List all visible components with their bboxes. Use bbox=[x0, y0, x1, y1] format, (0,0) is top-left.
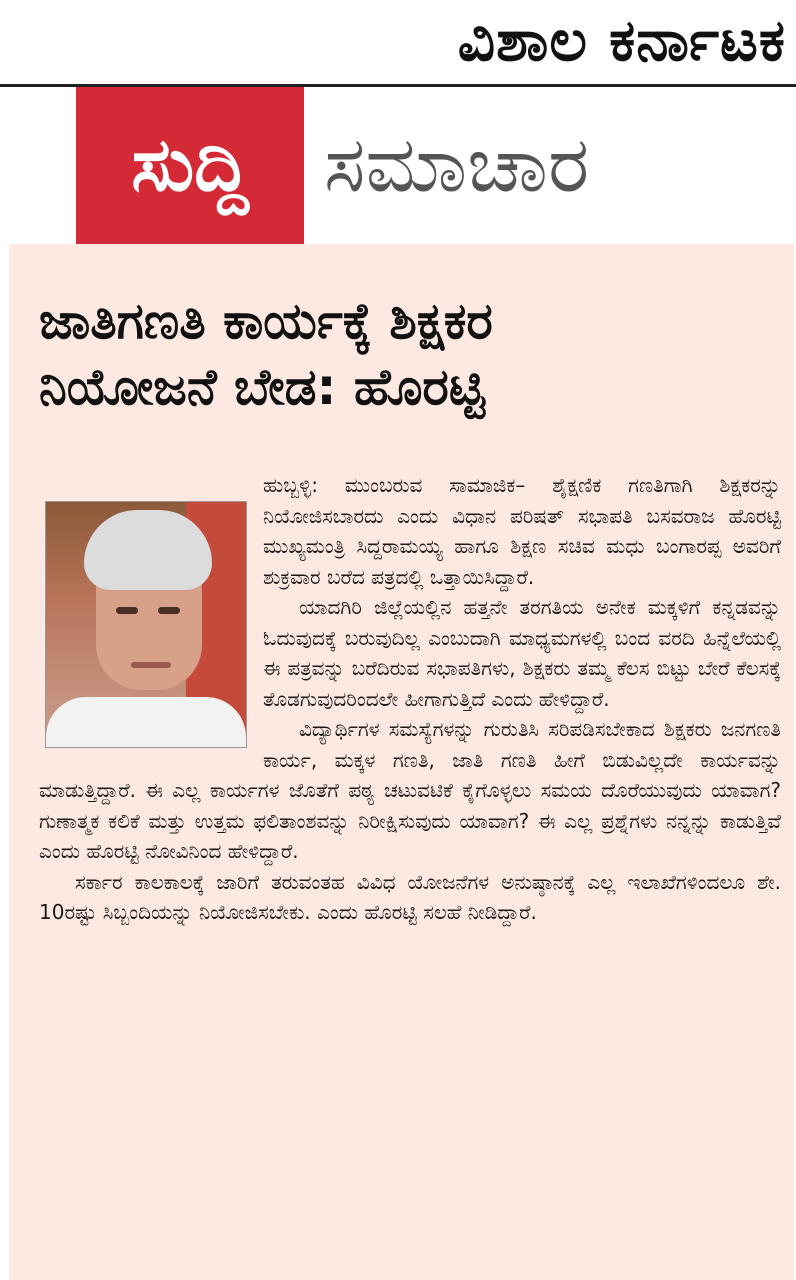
paragraph-3: ವಿದ್ಯಾರ್ಥಿಗಳ ಸಮಸ್ಯೆಗಳನ್ನು ಗುರುತಿಸಿ ಸರಿಪಡಿಸಬೇಕಾದ ಶಿಕ್ಷಕರು ಜನಗಣತಿ ಕಾರ್ಯ, ಮಕ್ಕಳ ಗಣತಿ, ಜಾತಿ ಗಣತಿ ಹೀಗೆ ಬಿಡುವಿಲ್ಲದೇ ಕಾರ್ಯವನ್ನು ಮಾಡುತ್ತಿದ್ದಾರೆ. ಈ ಎಲ್ಲ ಕಾರ್ಯಗಳ ಜೊತೆಗೆ ಪಠ್ಯ ಚಟುವಟಿಕೆ ಕೈಗೊಳ್ಳಲು ಸಮಯ ದೊರೆಯುವುದು ಯಾವಾಗ? ಗುಣಾತ್ಮಕ ಕಲಿಕೆ ಮತ್ತು ಉತ್ತಮ ಫಲಿತಾಂಶವನ್ನು ನಿರೀಕ್ಷಿಸುವುದು ಯಾವಾಗ? ಈ ಎಲ್ಲ ಪ್ರಶ್ನೆಗಳು ನನ್ನನ್ನು ಕಾಡುತ್ತಿವೆ ಎಂದು ಹೊರಟ್ಟಿ ನೋವಿನಿಂದ ಹೇಳಿದ್ದಾರೆ. bbox=[39, 717, 781, 863]
section-label-red: ಸುದ್ದಿ bbox=[76, 87, 304, 244]
headline-line-1: ಜಾತಿಗಣತಿ ಕಾರ್ಯಕ್ಕೆ ಶಿಕ್ಷಕರ bbox=[39, 292, 493, 350]
article-headline bbox=[39, 288, 779, 420]
paragraph-2: ಯಾದಗಿರಿ ಜಿಲ್ಲೆಯಲ್ಲಿನ ಹತ್ತನೇ ತರಗತಿಯ ಅನೇಕ ಮಕ್ಕಳಿಗೆ ಕನ್ನಡವನ್ನು ಓದುವುದಕ್ಕೆ ಬರುವುದಿಲ್ಲ ಎಂಬುದಾಗಿ ಮಾಧ್ಯಮಗಳಲ್ಲಿ ಬಂದ ವರದಿ ಹಿನ್ನೆಲೆಯಲ್ಲಿ ಈ ಪತ್ರವನ್ನು ಬರೆದಿರುವ ಸಭಾಪತಿಗಳು, ಶಿಕ್ಷಕರು ತಮ್ಮ ಕೆಲಸ ಬಿಟ್ಟು ಬೇರೆ ಕೆಲಸಕ್ಕೆ ತೊಡಗುವುದರಿಂದಲೇ ಹೀಗಾಗುತ್ತಿದೆ ಎಂದು ಹೇಳಿದ್ದಾರೆ. bbox=[263, 595, 781, 711]
section-banner bbox=[76, 87, 736, 244]
masthead bbox=[0, 0, 796, 87]
article-body bbox=[39, 470, 781, 928]
paragraph-4: ಸರ್ಕಾರ ಕಾಲಕಾಲಕ್ಕೆ ಜಾರಿಗೆ ತರುವಂತಹ ವಿವಿಧ ಯೋಜನೆಗಳ ಅನುಷ್ಠಾನಕ್ಕೆ ಎಲ್ಲ ಇಲಾಖೆಗಳಿಂದಲೂ ಶೇ. 10ರಷ್ಟು ಸಿಬ್ಬಂದಿಯನ್ನು ನಿಯೋಜಿಸಬೇಕು. ಎಂದು ಹೊರಟ್ಟಿ ಸಲಹೆ ನೀಡಿದ್ದಾರೆ. bbox=[39, 869, 781, 924]
article-box bbox=[9, 244, 794, 1280]
section-label-gray: ಸಮಾಚಾರ bbox=[324, 120, 590, 210]
person-photo bbox=[45, 501, 247, 748]
newspaper-name: ವಿಶಾಲ ಕರ್ನಾಟಕ bbox=[457, 6, 786, 74]
paragraph-1: ಹುಬ್ಬಳ್ಳಿ: ಮುಂಬರುವ ಸಾಮಾಜಿಕ– ಶೈಕ್ಷಣಿಕ ಗಣತಿಗಾಗಿ ಶಿಕ್ಷಕರನ್ನು ನಿಯೋಜಿಸಬಾರದು ಎಂದು ವಿಧಾನ ಪರಿಷತ್ ಸಭಾಪತಿ ಬಸವರಾಜ ಹೊರಟ್ಟಿ ಮುಖ್ಯಮಂತ್ರಿ ಸಿದ್ದರಾಮಯ್ಯ ಹಾಗೂ ಶಿಕ್ಷಣ ಸಚಿವ ಮಧು ಬಂಗಾರಪ್ಪ ಅವರಿಗೆ ಶುಕ್ರವಾರ ಬರೆದ ಪತ್ರದಲ್ಲಿ ಒತ್ತಾಯಿಸಿದ್ದಾರೆ. bbox=[263, 473, 781, 589]
headline-line-2: ನಿಯೋಜನೆ ಬೇಡ: ಹೊರಟ್ಟಿ bbox=[39, 358, 486, 416]
